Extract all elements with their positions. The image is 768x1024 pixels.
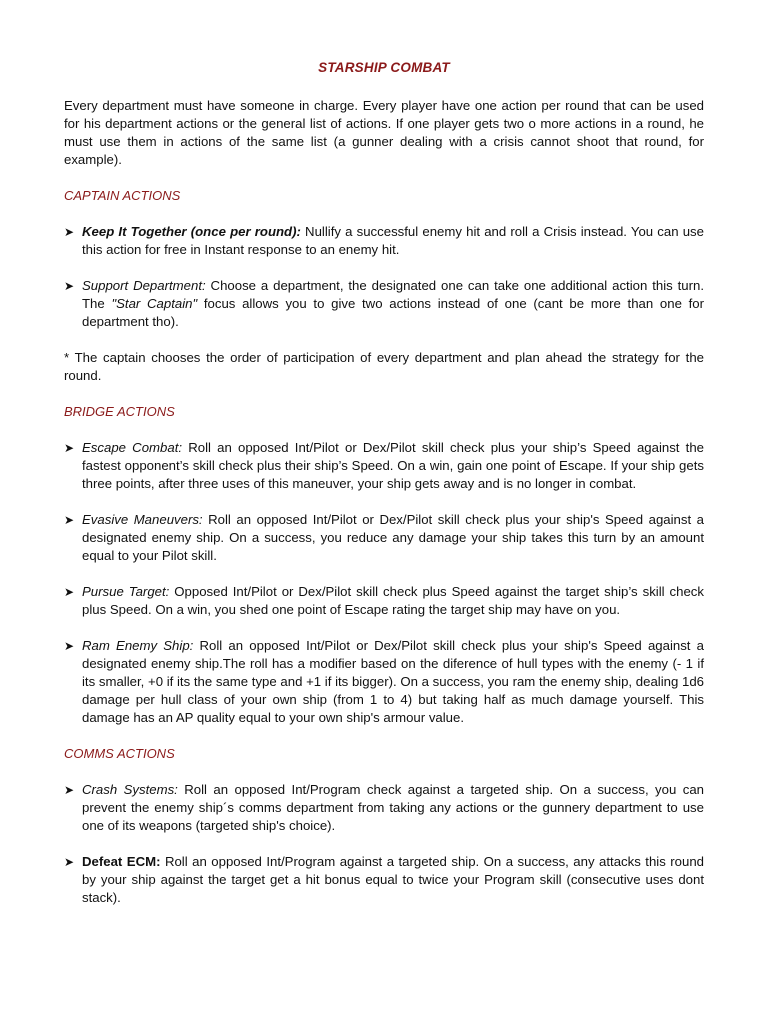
captain-note: * The captain chooses the order of participation of every department and plan ahead the strategy for the round.: [64, 350, 704, 383]
arrow-bullet-icon: ➤: [64, 513, 75, 527]
action-name: Support Department:: [82, 278, 206, 293]
arrow-bullet-icon: ➤: [64, 783, 75, 797]
action-name: Crash Systems:: [82, 782, 178, 797]
section-heading-captain: CAPTAIN ACTIONS: [64, 188, 181, 203]
document-title: STARSHIP COMBAT: [318, 60, 450, 75]
action-text: Roll an opposed Int/Pilot or Dex/Pilot skill check plus your ship's Speed against a designated enemy ship.The roll has a modifier based on the diference of hull types with the enemy (- 1 if its smaller, +0 if its the same type and +1 if its bigger). On a success, you ram the enemy ship, dealing 1d6 damage per hull class of your own ship (from 1 to 4) but taking half as much damage yourself. This damage has an AP quality equal to your own ship's armour value.: [82, 638, 704, 725]
arrow-bullet-icon: ➤: [64, 639, 75, 653]
action-name: Defeat ECM:: [82, 854, 161, 869]
action-name: Pursue Target:: [82, 584, 170, 599]
action-text: Roll an opposed Int/Program check against a targeted ship. On a success, you can prevent the enemy ship´s comms department from taking any actions or the gunnery department to use one of its weapons (targeted ship's choice).: [82, 782, 704, 833]
action-name: Keep It Together (once per round):: [82, 224, 301, 239]
section-heading-bridge: BRIDGE ACTIONS: [64, 404, 175, 419]
action-text: Roll an opposed Int/Pilot or Dex/Pilot skill check plus your ship's Speed against a designated enemy ship. On a success, you reduce any damage your ship takes this turn by an amount equal to your Pilot skill.: [82, 512, 704, 563]
action-support-department: [64, 277, 704, 331]
action-text: Nullify a successful enemy hit and roll a Crisis instead. You can use this action for free in Instant response to an enemy hit.: [82, 224, 704, 257]
action-text: Choose a department, the designated one can take one additional action this turn. The: [82, 278, 705, 311]
action-name: Escape Combat:: [82, 440, 183, 455]
action-text: Opposed Int/Pilot or Dex/Pilot skill check plus Speed against the target ship’s skill check plus Speed. On a win, you shed one point of Escape rating the target ship may have on you.: [82, 584, 704, 617]
section-heading-comms: COMMS ACTIONS: [64, 746, 175, 761]
focus-name: "Star Captain": [111, 296, 198, 311]
intro-paragraph: Every department must have someone in charge. Every player have one action per round that can be used for his department actions or the general list of actions. If one player gets two o more actions in a round, he must use them in actions of the same list (a gunner dealing with a crisis cannot shoot that round, for example).: [64, 98, 704, 167]
arrow-bullet-icon: ➤: [64, 855, 75, 869]
action-evasive-maneuvers: [64, 511, 704, 565]
action-crash-systems: [64, 781, 704, 835]
action-text: focus allows you to give two actions instead of one (cant be more than one for department tho).: [82, 296, 704, 329]
action-escape-combat: [64, 439, 704, 493]
action-keep-it-together: [64, 223, 704, 259]
arrow-bullet-icon: ➤: [64, 279, 75, 293]
action-ram-enemy-ship: [64, 637, 704, 727]
arrow-bullet-icon: ➤: [64, 225, 75, 239]
action-name: Evasive Maneuvers:: [82, 512, 203, 527]
action-defeat-ecm: [64, 853, 704, 907]
action-name: Ram Enemy Ship:: [82, 638, 194, 653]
action-text: Roll an opposed Int/Pilot or Dex/Pilot skill check plus your ship’s Speed against the fastest opponent’s skill check plus their ship’s Speed. On a win, gain one point of Escape. If your ship gets three points, after three uses of this maneuver, your ship gets away and is no longer in combat.: [82, 440, 704, 491]
arrow-bullet-icon: ➤: [64, 441, 75, 455]
arrow-bullet-icon: ➤: [64, 585, 75, 599]
action-pursue-target: [64, 583, 704, 619]
action-text: Roll an opposed Int/Program against a targeted ship. On a success, any attacks this round by your ship against the target get a hit bonus equal to twice your Program skill (consecutive uses dont stack).: [82, 854, 705, 905]
